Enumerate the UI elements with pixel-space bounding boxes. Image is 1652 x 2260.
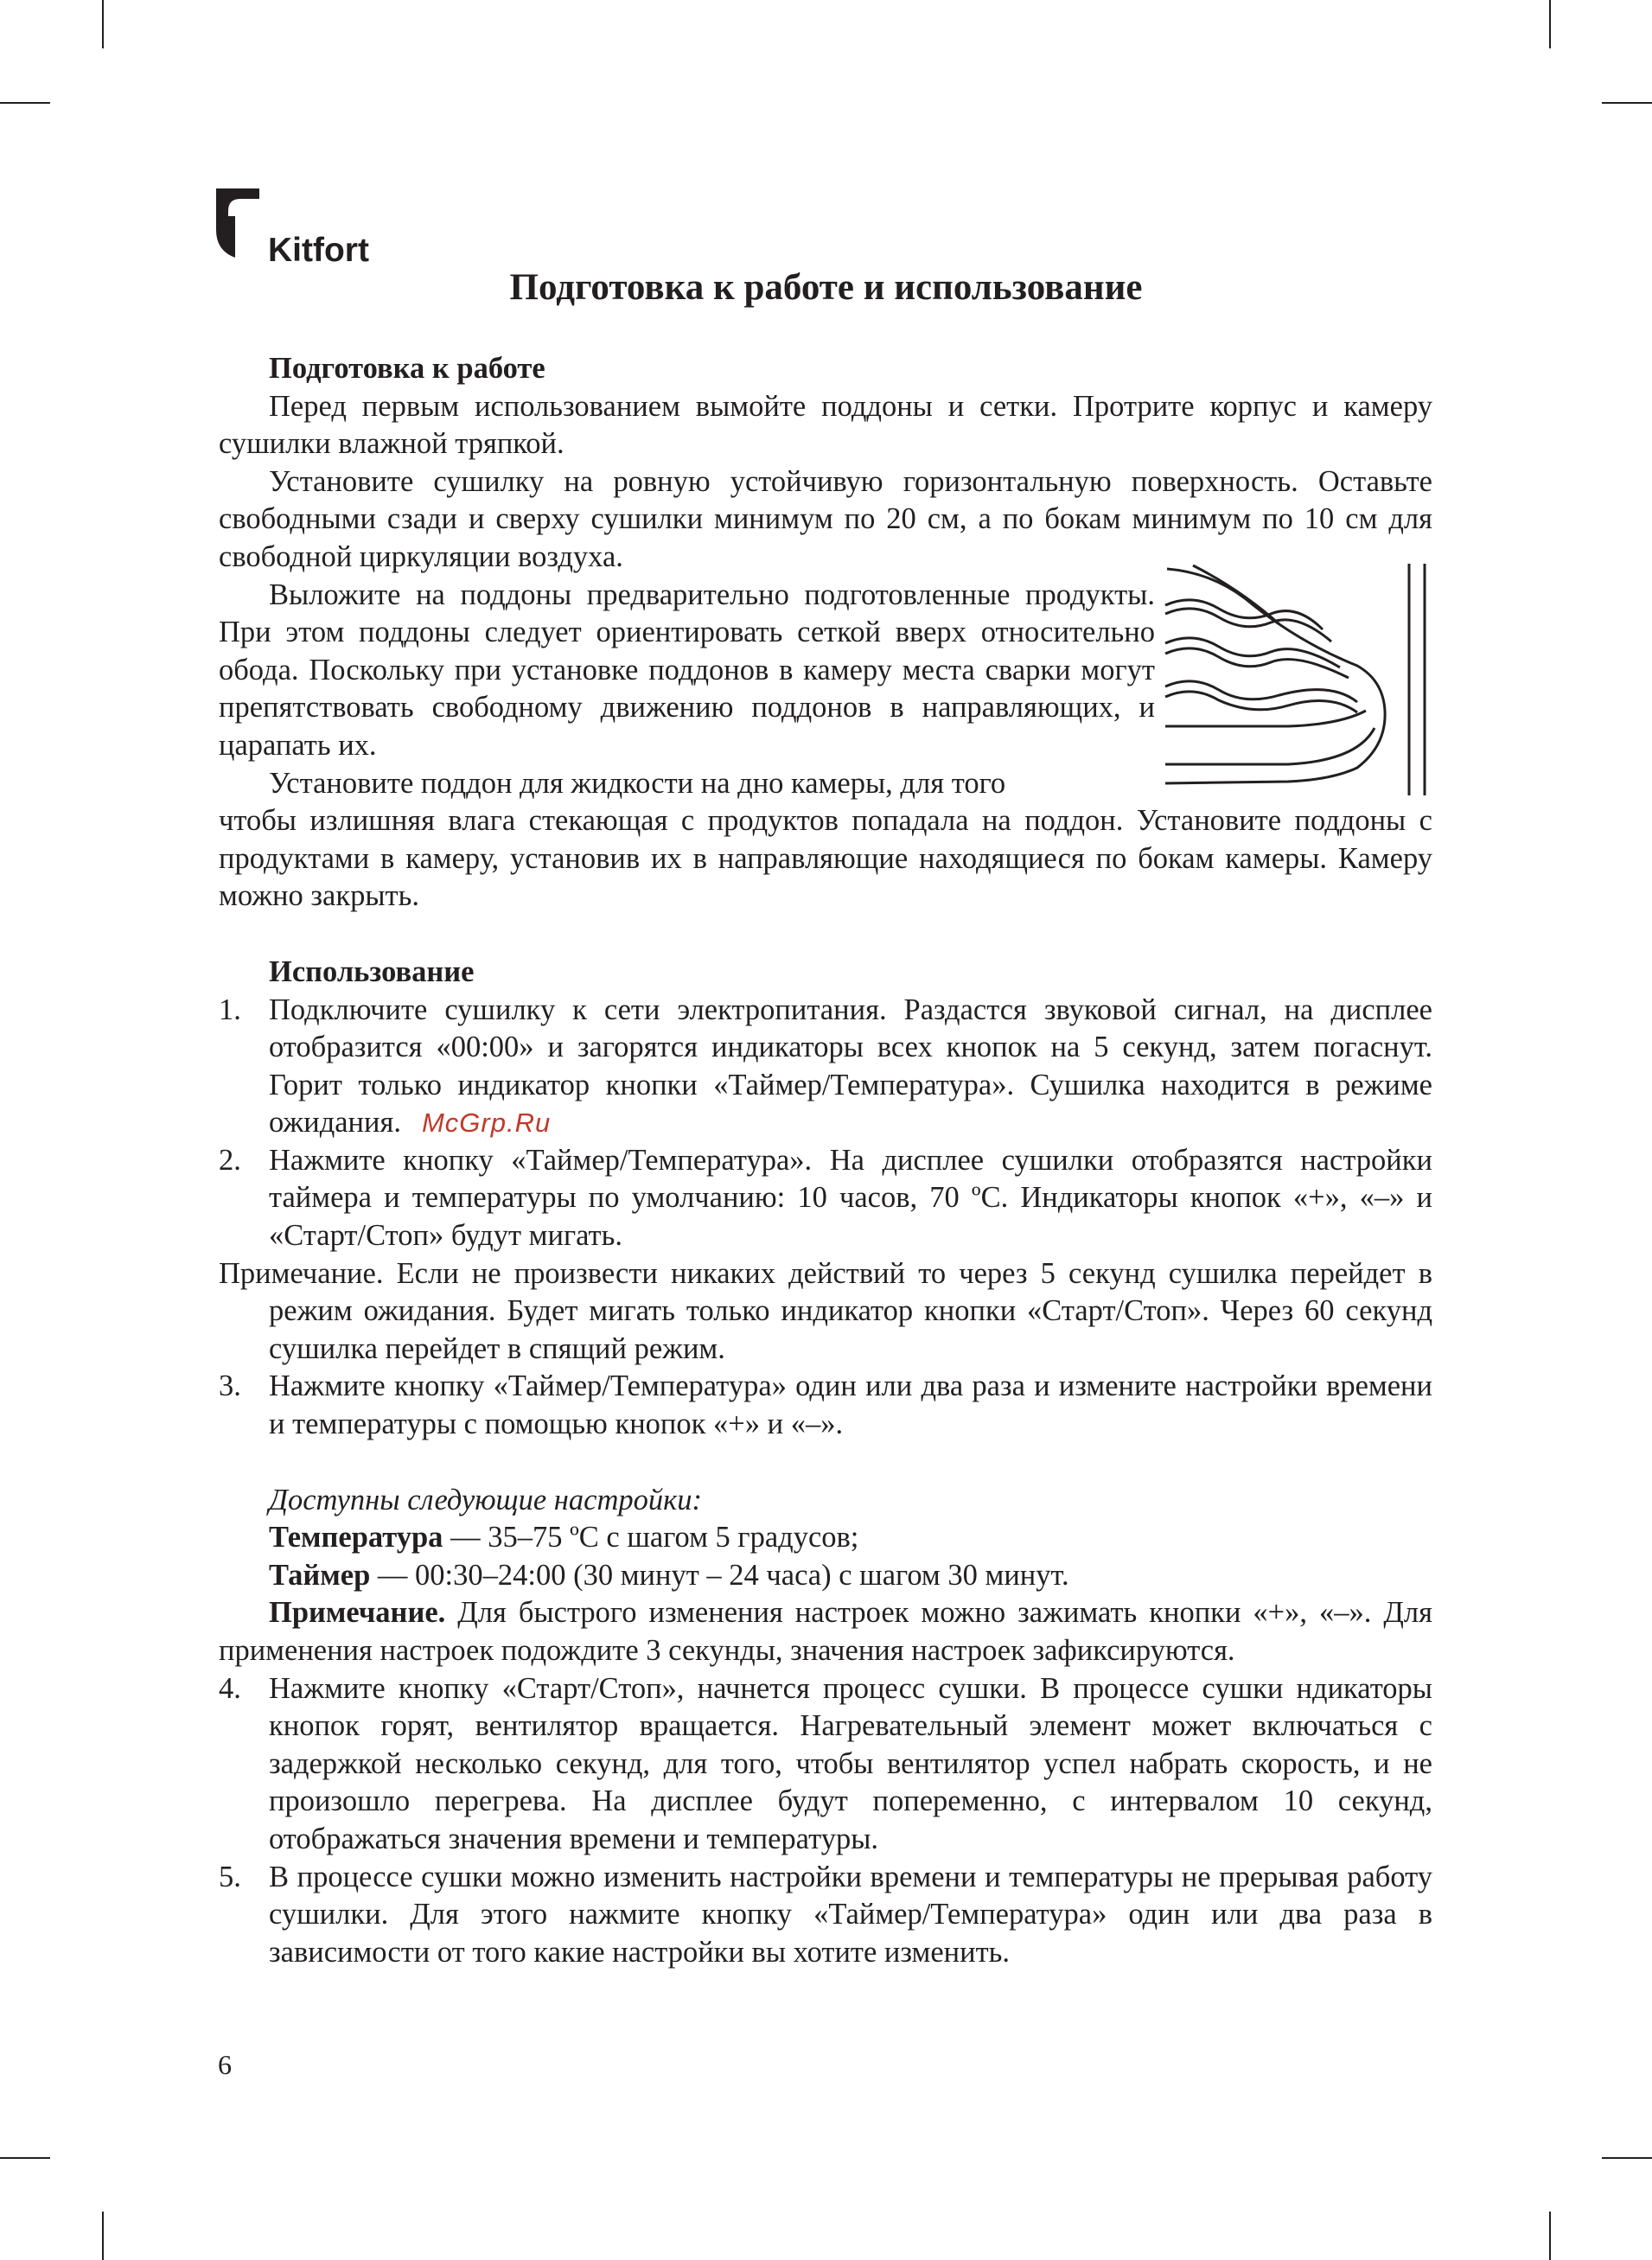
- watermark: McGrp.Ru: [421, 1108, 552, 1139]
- list-text: Нажмите кнопку «Таймер/Температура». На дисплее сушилки отобразятся настройки таймера и температуры по умолчанию: 10 часов, 70 ºС. Индикаторы кнопок «+», «–» и «Старт/Стоп» будут мигать.: [269, 1143, 1432, 1253]
- list-text: В процессе сушки можно изменить настройки времени и температуры не прерывая работу сушилки. Для этого нажмите кнопку «Таймер/Температура» один или два раза в зависимости от того какие настройки вы хотите изменить.: [269, 1860, 1432, 1969]
- list-item: [219, 992, 1432, 1142]
- document-body: [219, 350, 1432, 1971]
- brand-logo-text: Kitfort: [268, 232, 369, 269]
- crop-mark: [102, 2212, 104, 2260]
- note-label: Примечание.: [269, 1596, 446, 1630]
- crop-mark: [1602, 2157, 1652, 2159]
- note: [219, 1594, 1432, 1669]
- settings-intro: Доступны следующие настройки:: [269, 1483, 702, 1516]
- list-number: 3.: [219, 1369, 241, 1403]
- note-text: Для быстрого изменения настроек можно зажимать кнопки «+», «–». Для применения настроек подождите 3 секунды, значения настроек зафиксируются.: [219, 1596, 1432, 1667]
- list-text: Нажмите кнопку «Старт/Стоп», начнется процесс сушки. В процессе сушки ндикаторы кнопок горят, вентилятор вращается. Нагревательный элемент может включаться с задержкой несколько секунд, для того, чтобы вентилятор успел набрать скорость, и не произошло перегрева. На дисплее будут попеременно, с интервалом 10 секунд, отображаться значения времени и температуры.: [269, 1671, 1432, 1855]
- setting-value: — 35–75 ºС с шагом 5 градусов;: [443, 1521, 859, 1555]
- paragraph: Выложите на поддоны предварительно подготовленные продукты. При этом поддоны следует ориентировать сеткой вверх относительно обода. Поскольку при установке поддонов в камеру места сварки могут препятствовать свободному движению поддонов в направляющих, и царапать их.: [219, 578, 1155, 762]
- crop-mark: [102, 0, 104, 48]
- section-heading-prep: Подготовка к работе: [269, 352, 545, 385]
- setting-temperature: [219, 1519, 1432, 1557]
- setting-value: — 00:30–24:00 (30 минут – 24 часа) с шагом 30 минут.: [370, 1558, 1069, 1592]
- crop-mark: [0, 2157, 50, 2159]
- list-number: 5.: [219, 1860, 241, 1893]
- setting-timer: [219, 1557, 1432, 1595]
- list-text: Нажмите кнопку «Таймер/Температура» один или два раза и измените настройки времени и температуры с помощью кнопок «+» и «–».: [269, 1369, 1432, 1441]
- paragraph: чтобы излишняя влага стекающая с продуктов попадала на поддон. Установите поддоны с продуктами в камеру, установив их в направляющие находящиеся по бокам камеры. Камеру можно закрыть.: [219, 804, 1432, 913]
- list-number: 2.: [219, 1143, 241, 1177]
- list-text: Подключите сушилку к сети электропитания. Раздастся звуковой сигнал, на дисплее отобразится «00:00» и загорятся индикаторы всех кнопок на 5 секунд, затем погаснут. Горит только индикатор кнопки «Таймер/Температура». Сушилка находится в режиме ожидания.: [269, 993, 1432, 1140]
- list-item: [219, 1368, 1432, 1443]
- paragraph: Перед первым использованием вымойте поддоны и сетки. Протрите корпус и камеру сушилки влажной тряпкой.: [219, 389, 1432, 461]
- crop-mark: [1602, 102, 1652, 104]
- list-item: [219, 1670, 1432, 1859]
- setting-label: Таймер: [269, 1558, 371, 1592]
- list-item: [219, 1142, 1432, 1255]
- paragraph: Установите сушилку на ровную устойчивую горизонтальную поверхность. Оставьте свободными сзади и сверху сушилки минимум по 20 см, а по бокам минимум по 10 см для свободной циркуляции воздуха.: [219, 464, 1432, 573]
- section-heading-usage: Использование: [269, 954, 475, 988]
- crop-mark: [0, 102, 50, 104]
- crop-mark: [1549, 0, 1551, 48]
- setting-label: Температура: [269, 1521, 443, 1555]
- paragraph: Установите поддон для жидкости на дно камеры, для того: [269, 766, 1006, 800]
- page-title: Подготовка к работе и использование: [509, 267, 1143, 308]
- list-number: 4.: [219, 1671, 241, 1705]
- list-item: [219, 1859, 1432, 1972]
- note: Примечание. Если не произвести никаких действий то через 5 секунд сушилка перейдет в режим ожидания. Будет мигать только индикатор кнопки «Старт/Стоп». Через 60 секунд сушилка перейдет в спящий режим.: [219, 1256, 1432, 1365]
- list-number: 1.: [219, 993, 241, 1026]
- page-number: 6: [218, 2049, 232, 2080]
- crop-mark: [1549, 2212, 1551, 2260]
